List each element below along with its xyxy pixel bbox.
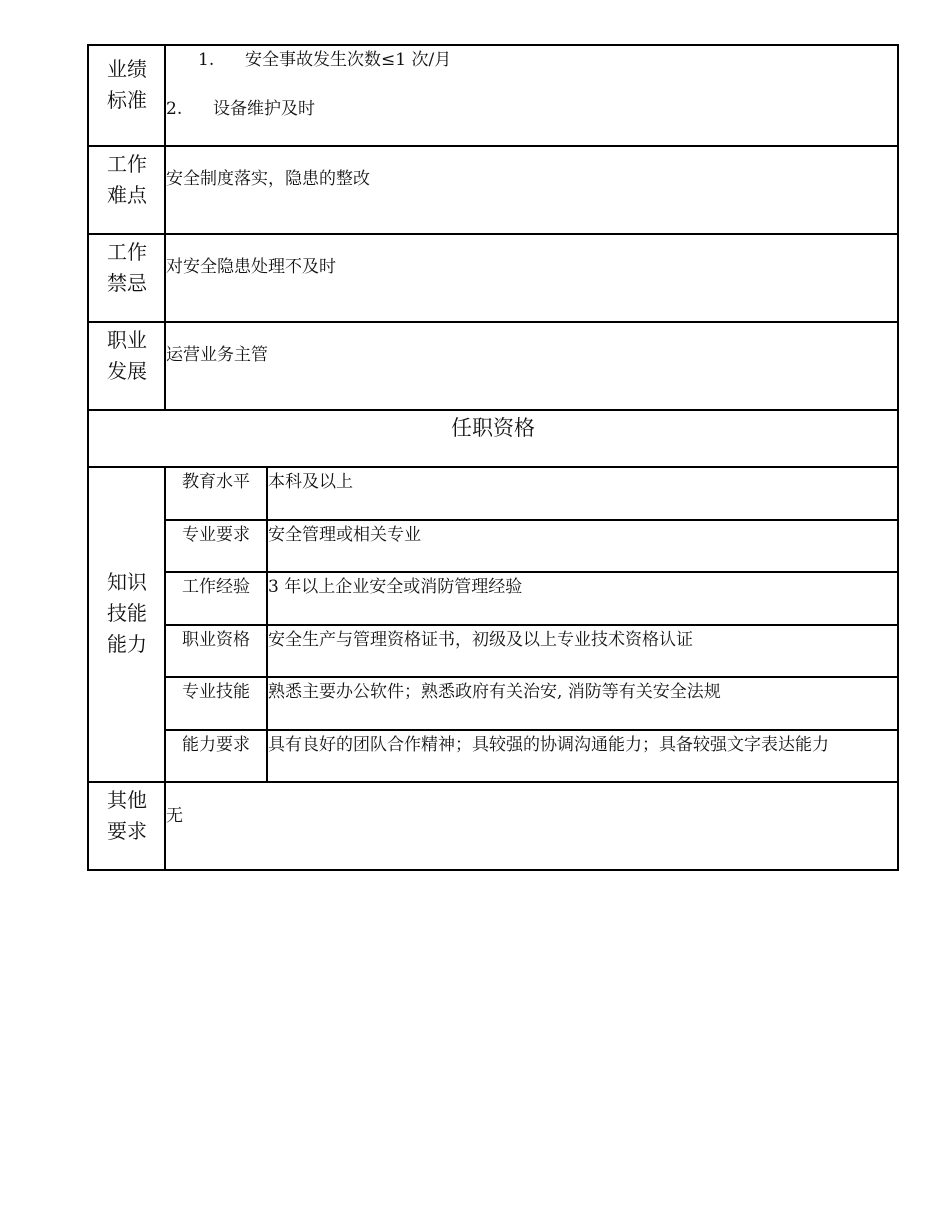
professional-qualification-label: 职业资格 bbox=[182, 630, 250, 650]
work-taboo-label: 工作 禁忌 bbox=[107, 240, 147, 295]
professional-qualification-value: 安全生产与管理资格证书，初级及以上专业技术资格认证 bbox=[268, 630, 693, 650]
performance-item-1-number: 1. bbox=[198, 50, 215, 70]
row-separator bbox=[87, 145, 899, 147]
performance-item-1-text: 安全事故发生次数≤1 次/月 bbox=[245, 50, 452, 70]
row-separator bbox=[87, 321, 899, 323]
performance-standard-label: 业绩 标准 bbox=[107, 57, 147, 112]
major-requirement-label: 专业要求 bbox=[182, 525, 250, 545]
education-level-value: 本科及以上 bbox=[268, 472, 353, 492]
other-requirements-text: 无 bbox=[166, 806, 183, 826]
table-border-right bbox=[897, 44, 899, 871]
performance-item-2-number: 2. bbox=[166, 99, 183, 119]
table-border-top bbox=[87, 44, 899, 46]
career-development-text: 运营业务主管 bbox=[166, 345, 268, 365]
row-separator bbox=[87, 781, 899, 783]
work-difficulty-label: 工作 难点 bbox=[107, 152, 147, 207]
professional-skills-label: 专业技能 bbox=[182, 682, 250, 702]
education-level-label: 教育水平 bbox=[182, 472, 250, 492]
ability-requirement-value: 具有良好的团队合作精神；具较强的协调沟通能力；具备较强文字表达能力 bbox=[268, 735, 829, 755]
sub-row-separator bbox=[164, 676, 899, 678]
qualifications-section-title: 任职资格 bbox=[451, 416, 535, 440]
work-experience-label: 工作经验 bbox=[182, 577, 250, 597]
sub-row-separator bbox=[164, 624, 899, 626]
work-difficulty-text: 安全制度落实，隐患的整改 bbox=[166, 169, 370, 189]
table-border-bottom bbox=[87, 869, 899, 871]
other-requirements-label: 其他 要求 bbox=[107, 788, 147, 843]
career-development-label: 职业 发展 bbox=[107, 328, 147, 383]
sub-row-separator bbox=[164, 519, 899, 521]
work-experience-value: 3 年以上企业安全或消防管理经验 bbox=[268, 577, 523, 597]
ability-requirement-label: 能力要求 bbox=[182, 735, 250, 755]
sub-row-separator bbox=[164, 729, 899, 731]
row-separator bbox=[87, 409, 899, 411]
major-requirement-value: 安全管理或相关专业 bbox=[268, 525, 421, 545]
sub-row-separator bbox=[164, 571, 899, 573]
performance-item-2-text: 设备维护及时 bbox=[213, 99, 315, 119]
professional-skills-value: 熟悉主要办公软件；熟悉政府有关治安, 消防等有关安全法规 bbox=[268, 682, 721, 702]
work-taboo-text: 对安全隐患处理不及时 bbox=[166, 257, 336, 277]
knowledge-skills-label: 知识 技能 能力 bbox=[107, 570, 147, 656]
row-separator bbox=[87, 466, 899, 468]
row-separator bbox=[87, 233, 899, 235]
